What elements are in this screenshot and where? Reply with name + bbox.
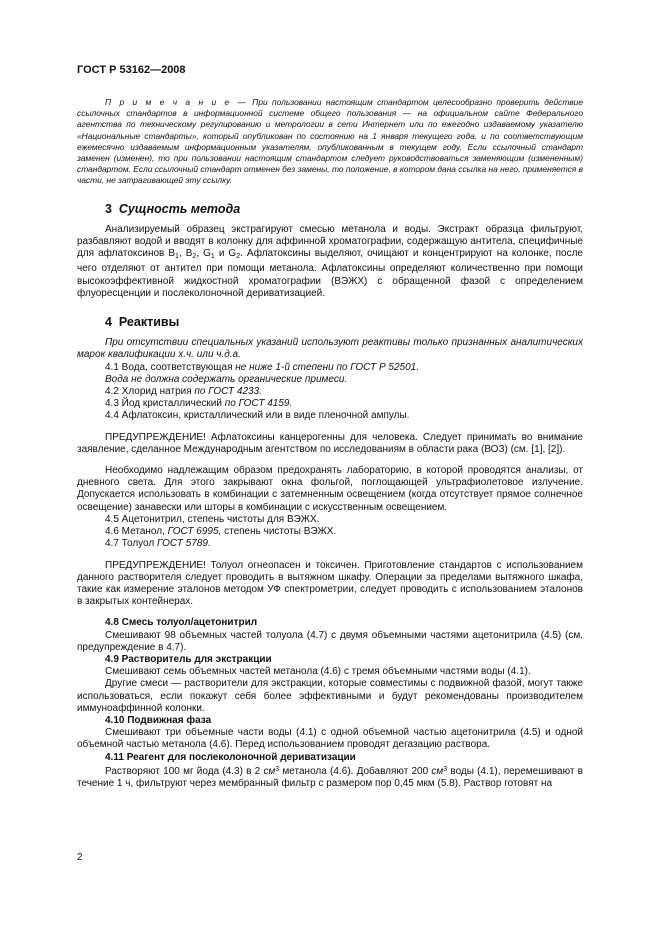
item-4-10-text: Смешивают три объемные части воды (4.1) с одной объемной частью ацетонитрила (4.5) и одной объемной частью метанола (4.6). Перед использованием проводят дегазацию раствора. (77, 727, 583, 751)
section-4-heading: 4 Реактивы (105, 315, 180, 330)
item-4-9-heading: 4.9 Растворитель для экстракции (105, 653, 272, 665)
item-4-6: 4.6 Метанол, ГОСТ 6995, степень чистоты ВЭЖХ. (105, 526, 337, 538)
warning-aflatoxin: ПРЕДУПРЕЖДЕНИЕ! Афлатоксины канцерогенны для человека. Следует принимать во внимание заявление, сделанное Международным агентством по исследованиям в области рака (ВОЗ) (см. [1], [2]). (77, 431, 583, 455)
reagents-intro: При отсутствии специальных указаний используют реактивы только признанных аналитических марок квалификации х.ч. или ч.д.а. (77, 337, 583, 361)
item-4-8-heading: 4.8 Смесь толуол/ацетонитрил (105, 617, 258, 629)
page-number: 2 (77, 852, 83, 863)
standard-header: ГОСТ Р 53162—2008 (77, 64, 186, 76)
note-text: При пользовании настоящим стандартом целесообразно проверить действие ссылочных стандартов в информационной системе общего пользования — на официальном сайте Федерального агентства по техническому регулированию и метрологии в сети Интернет или по ежегодно издаваемому указателю «Национальные стандарты», который опубликован по состоянию на 1 января текущего года, и по соответствующим ежемесячно издаваемым информационным указателям, опубликованным в текущем году. Если ссылочный стандарт заменен (изменен), то при пользовании настоящим стандартом следует руководствоваться заменяющим (измененным) стандартом. Если ссылочный стандарт отменен без замены, то положение, в котором дана ссылка на него, применяется в части, не затрагивающей эту ссылку. (77, 97, 583, 186)
item-4-3: 4.3 Йод кристаллический по ГОСТ 4159. (105, 398, 293, 410)
item-4-5: 4.5 Ацетонитрил, степень чистоты для ВЭЖХ. (105, 513, 320, 525)
section-3-heading: 3 Сущность метода (105, 201, 241, 216)
item-4-1-note: Вода не должна содержать органические примеси. (105, 373, 348, 385)
item-4-2: 4.2 Хлорид натрия по ГОСТ 4233. (105, 386, 262, 398)
item-4-11-heading: 4.11 Реагент для послеколоночной дериватизации (105, 751, 356, 763)
section-3-text: Анализируемый образец экстрагируют смесью метанола и воды. Экстракт образца фильтруют, разбавляют водой и вводят в колонку для аффинной хроматографии, содержащую антитела, специфичные для афлатоксинов $B_1$, $B_2$, $G_1$ и $G_2$. Афлатоксины выделяют, очищают и концентрируют на колонке, после чего отделяют от антител при помощи метанола. Афлатоксины определяют количественно при помощи высокоэффективной жидкостной хроматографии (ВЭЖХ) с обращенной фазой с определением флуоресценции и послеколоночной дериватизацией. (77, 223, 583, 299)
item-4-9-text-a: Смешивают семь объемных частей метанола (4.6) с тремя объемными частями воды (4.1). (105, 666, 531, 678)
page-body (77, 97, 583, 790)
daylight-protection: Необходимо надлежащим образом предохранять лабораторию, в которой проводятся анализы, от дневного света. Для этого закрывают окна фольгой, поглощающей ультрафиолетовое излучение. Допускается использовать в комбинации с затемненным освещением (когда отсутствует прямое солнечное освещение) занавески или шторы в комбинации с искусственным освещением. (77, 465, 583, 513)
item-4-1: 4.1 Вода, соответствующая не ниже 1-й степени по ГОСТ Р 52501. (105, 361, 419, 373)
item-4-10-heading: 4.10 Подвижная фаза (105, 714, 212, 726)
item-4-4: 4.4 Афлатоксин, кристаллический или в виде пленочной ампулы. (105, 410, 410, 422)
note-lead: П р и м е ч а н и е — (105, 97, 248, 107)
item-4-8-text: Смешивают 98 объемных частей толуола (4.7) с двумя объемными частями ацетонитрила (4.5) (см. предупреждение в 4.7). (77, 629, 583, 653)
reference-note (77, 97, 583, 187)
item-4-11-text: Растворяют 100 мг йода (4.3) в 2 $см^3$ метанола (4.6). Добавляют 200 $см^3$ воды (4.1), перемешивают в течение 1 ч, фильтруют через мембранный фильтр с размером пор 0,45 мкм (5.8). Раствор готовят на (77, 765, 583, 789)
item-4-7: 4.7 Толуол ГОСТ 5789. (105, 538, 211, 550)
item-4-9-text-b: Другие смеси — растворители для экстракции, которые совместимы с подвижной фазой, могут также использоваться, если покажут себя более эффективными и будут рекомендованы производителем иммуноаффинной колонки. (77, 678, 583, 714)
warning-toluene: ПРЕДУПРЕЖДЕНИЕ! Толуол огнеопасен и токсичен. Приготовление стандартов с использованием данного растворителя следует проводить в вытяжном шкафу. Операции за пределами вытяжного шкафа, такие как измерение эталонов методом УФ спектрометрии, следует проводить с использованием эталонов в закрытых контейнерах. (77, 559, 583, 608)
